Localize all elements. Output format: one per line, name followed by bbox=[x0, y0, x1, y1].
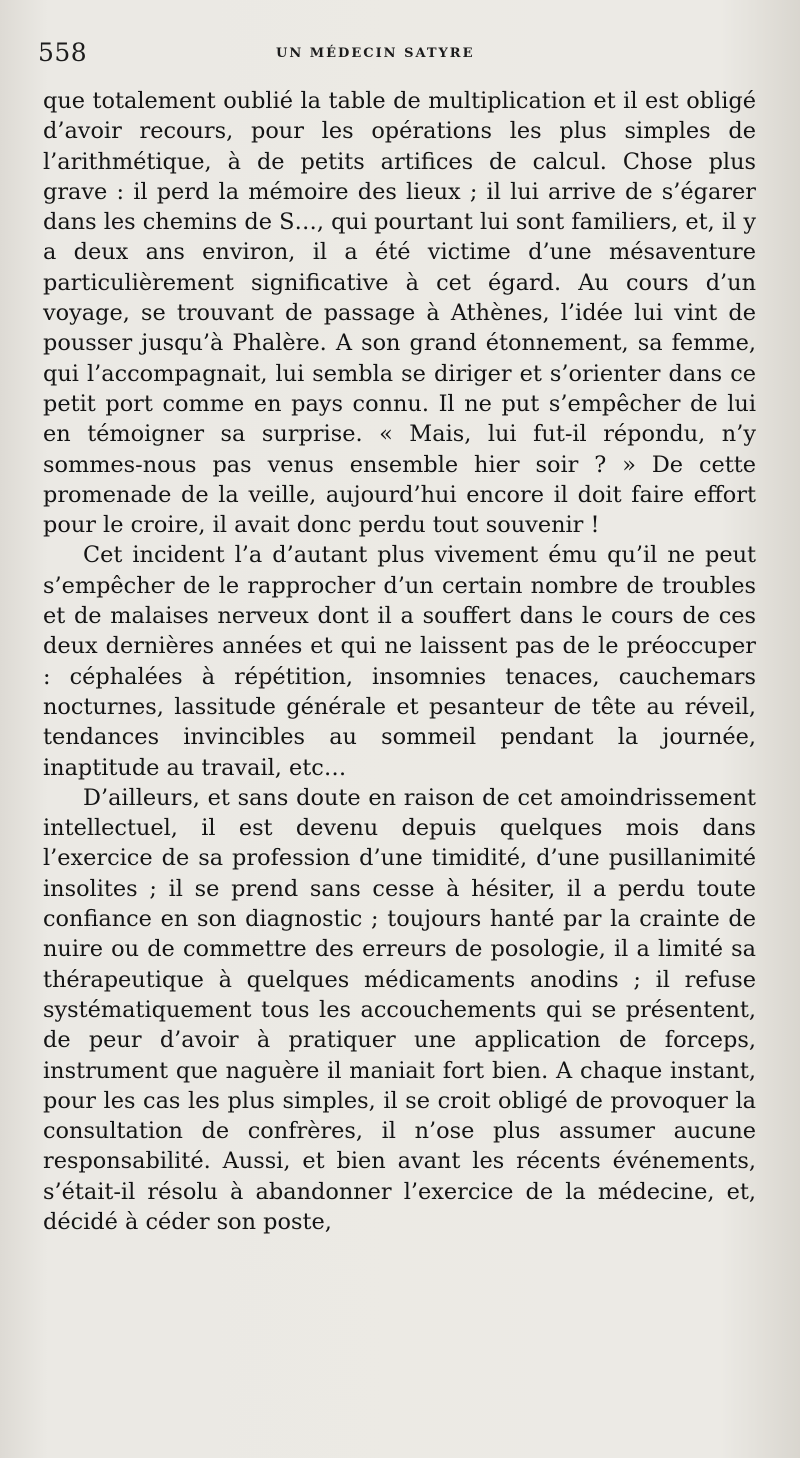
paragraph-1: que totalement oublié la table de multiplication et il est obligé d’avoir recours, pour les opérations les plus simples de l’arithmétique, à de petits artifices de calcul. Chose plus grave : il perd la mémoire des lieux ; il lui arrive de s’égarer dans les chemins de S…, qui pourtant lui sont familiers, et, il y a deux ans environ, il a été victime d’une mésaventure particulièrement significative à cet égard. Au cours d’un voyage, se trouvant de passage à Athènes, l’idée lui vint de pousser jusqu’à Phalère. A son grand étonnement, sa femme, qui l’accompagnait, lui sembla se diriger et s’orienter dans ce petit port comme en pays connu. Il ne put s’empêcher de lui en témoigner sa surprise. « Mais, lui fut-il répondu, n’y sommes-nous pas venus ensemble hier soir ? » De cette promenade de la veille, aujourd’hui encore il doit faire effort pour le croire, il avait donc perdu tout souvenir ! bbox=[43, 88, 756, 539]
page-number: 558 bbox=[38, 38, 88, 67]
page-header bbox=[38, 38, 760, 78]
paragraph-2: Cet incident l’a d’autant plus vivement ému qu’il ne peut s’empêcher de le rapprocher d’un certain nombre de troubles et de malaises nerveux dont il a souffert dans le cours de ces deux dernières années et qui ne laissent pas de le préoccuper : céphalées à répétition, insomnies tenaces, cauchemars nocturnes, lassitude générale et pesanteur de tête au réveil, tendances invincibles au sommeil pendant la journée, inaptitude au travail, etc… bbox=[43, 542, 756, 781]
body-text bbox=[43, 86, 756, 1237]
paragraph-3: D’ailleurs, et sans doute en raison de cet amoindrissement intellectuel, il est devenu depuis quelques mois dans l’exercice de sa profession d’une timidité, d’une pusillanimité insolites ; il se prend sans cesse à hésiter, il a perdu toute confiance en son diagnostic ; toujours hanté par la crainte de nuire ou de commettre des erreurs de posologie, il a limité sa thérapeutique à quelques médicaments anodins ; il refuse systématiquement tous les accouchements qui se présentent, de peur d’avoir à pratiquer une application de forceps, instrument que naguère il maniait fort bien. A chaque instant, pour les cas les plus simples, il se croit obligé de provoquer la consultation de confrères, il n’ose plus assumer aucune responsabilité. Aussi, et bien avant les récents événements, s’était-il résolu à abandonner l’exercice de la médecine, et, décidé à céder son poste, bbox=[43, 784, 756, 1235]
running-head: UN MÉDECIN SATYRE bbox=[276, 46, 475, 61]
